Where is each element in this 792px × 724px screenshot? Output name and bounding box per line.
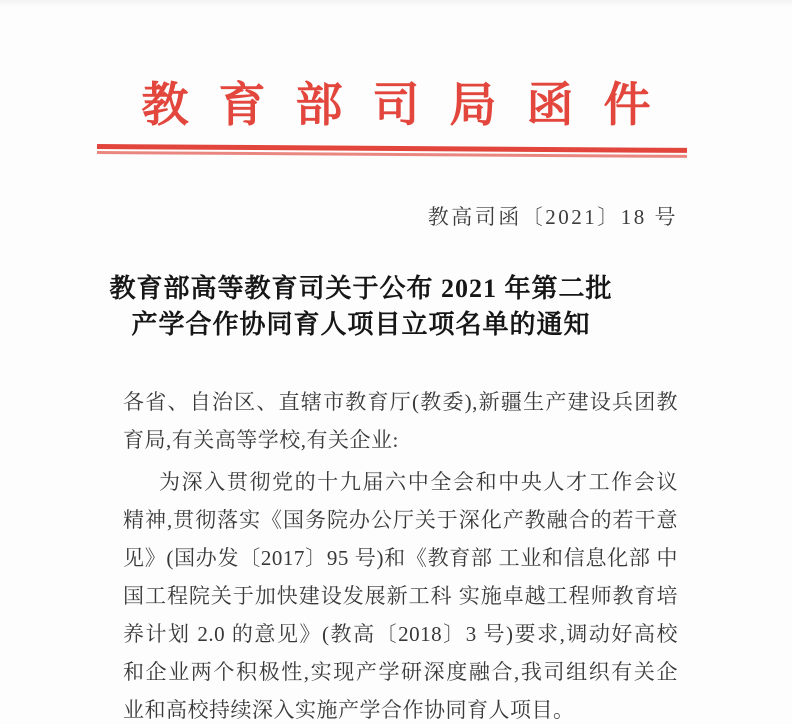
body-line: 各省、自治区、直辖市教育厅(教委),新疆生产建设兵团教	[123, 390, 678, 414]
body-line: 国工程院关于加快建设发展新工科 实施卓越工程师教育培	[123, 584, 678, 608]
body-line: 业和高校持续深入实施产学合作协同育人项目。	[123, 698, 575, 722]
notice-title-line2: 产学合作协同育人项目立项名单的通知	[131, 310, 591, 339]
masthead-divider	[97, 144, 687, 157]
divider-thin-line	[97, 151, 687, 157]
body-line: 精神,贯彻落实《国务院办公厅关于深化产教融合的若干意	[123, 508, 678, 532]
body-line: 育局,有关高等学校,有关企业:	[123, 428, 399, 452]
notice-body	[123, 383, 678, 724]
notice-title	[0, 271, 757, 343]
notice-title-line1: 教育部高等教育司关于公布 2021 年第二批	[109, 274, 613, 303]
document-number: 教高司函〔2021〕18 号	[427, 205, 678, 229]
body-line: 养计划 2.0 的意见》(教高〔2018〕3 号)要求,调动好高校	[123, 622, 678, 646]
body-line: 见》(国办发〔2017〕95 号)和《教育部 工业和信息化部 中	[123, 546, 678, 570]
masthead-title: 教育部司局函件	[141, 80, 681, 132]
body-line: 为深入贯彻党的十九届六中全会和中央人才工作会议	[159, 470, 678, 494]
body-line: 和企业两个积极性,实现产学研深度融合,我司组织有关企	[123, 660, 678, 684]
